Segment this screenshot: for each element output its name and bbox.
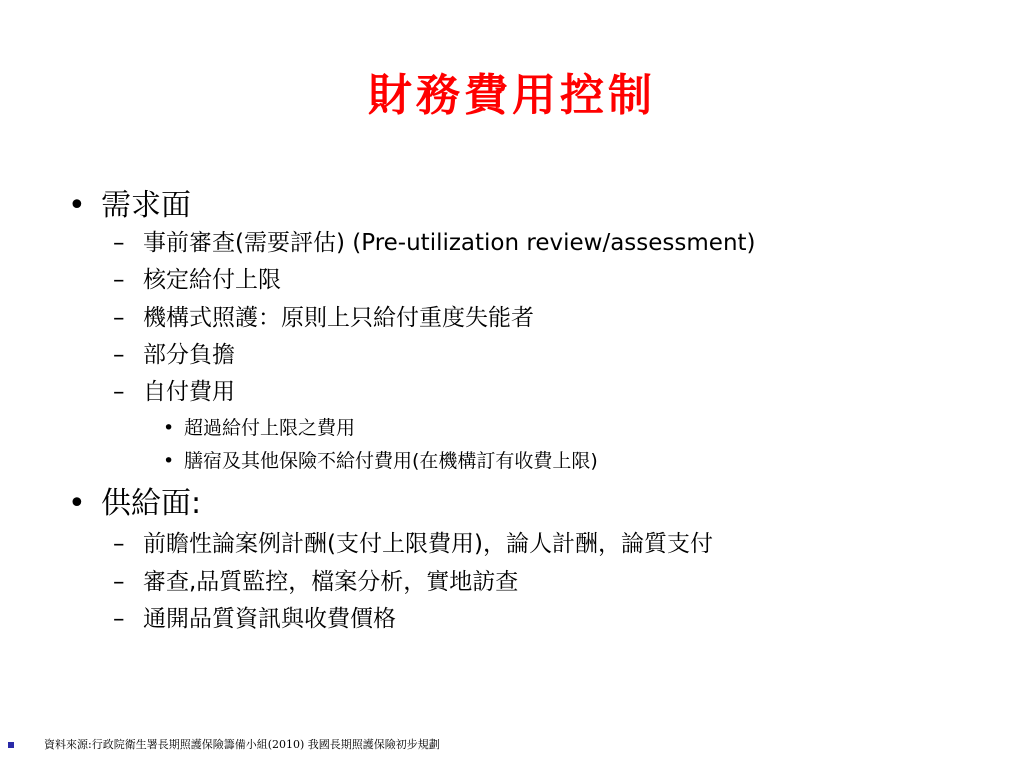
source-citation: 資料來源:行政院衛生署長期照護保險籌備小組(2010) 我國長期照護保險初步規劃 [44,738,440,751]
square-bullet-icon [8,742,14,748]
section-label: 需求面 [101,188,191,223]
bullet-marker: • [163,417,175,439]
section-label: 供給面: [101,486,202,521]
item-text: 部分負擔 [143,342,235,368]
item-text: 核定給付上限 [143,267,281,293]
list-item [113,339,235,371]
bullet-marker: • [68,486,86,521]
list-item [113,566,518,598]
dash-marker: – [113,267,125,293]
dash-marker: – [113,531,125,557]
list-item [113,264,281,296]
section-supply [68,484,201,524]
slide-footer [8,736,440,752]
item-text: 前瞻性論案例計酬(支付上限費用)，論人計酬，論質支付 [143,531,713,557]
dash-marker: – [113,342,125,368]
dash-marker: – [113,230,125,256]
item-text: 審查,品質監控，檔案分析，實地訪查 [143,569,519,595]
bullet-marker: • [68,188,86,223]
subitem-text: 超過給付上限之費用 [184,417,356,439]
bullet-marker: • [163,450,175,472]
list-item [113,376,235,408]
item-text: 自付費用 [143,379,235,405]
item-text: 通開品質資訊與收費價格 [143,606,396,632]
dash-marker: – [113,606,125,632]
item-text: 事前審查(需要評估) (Pre-utilization review/assessment) [143,230,756,256]
dash-marker: – [113,379,125,405]
sub-list-item [163,448,598,474]
section-demand [68,186,191,226]
list-item [113,528,713,560]
list-item [113,227,756,259]
list-item [113,603,396,635]
subitem-text: 膳宿及其他保險不給付費用(在機構訂有收費上限) [184,450,598,472]
slide-title: 財務費用控制 [368,70,656,121]
dash-marker: – [113,305,125,331]
dash-marker: – [113,569,125,595]
sub-list-item [163,415,355,441]
item-text: 機構式照護：原則上只給付重度失能者 [143,305,534,331]
list-item [113,302,534,334]
